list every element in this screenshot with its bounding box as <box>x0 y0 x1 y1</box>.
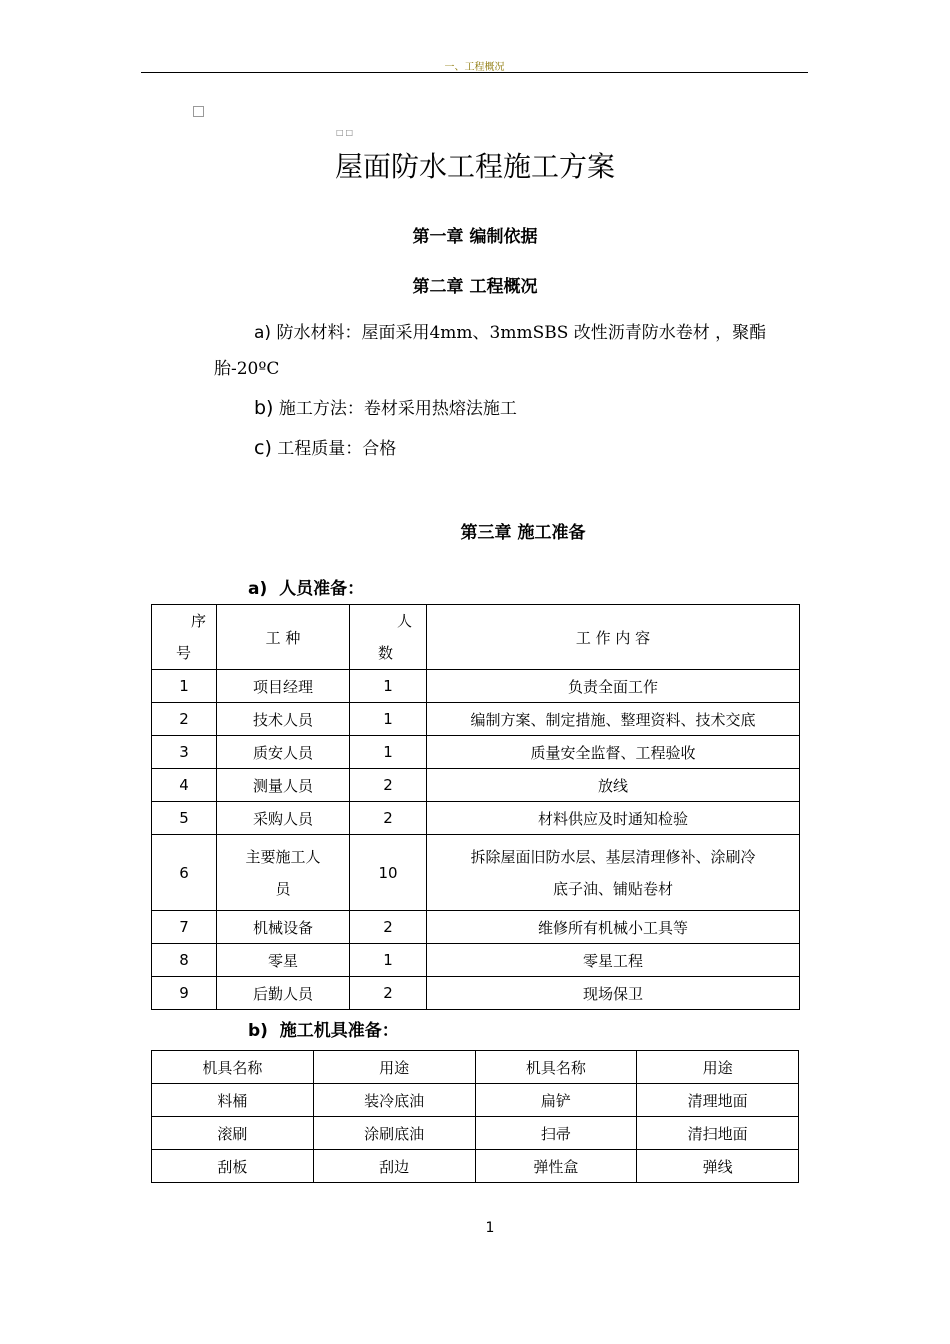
cell-trade: 零星 <box>217 944 350 977</box>
table-row <box>152 703 800 736</box>
section-marker: a) <box>248 579 268 599</box>
header-usage: 用途 <box>637 1051 799 1084</box>
cell-trade-line-2: 员 <box>275 879 291 898</box>
cell-tool-name: 刮板 <box>152 1150 314 1183</box>
overview-item-c <box>254 430 396 467</box>
table-row <box>152 835 800 911</box>
cell-trade: 项目经理 <box>217 670 350 703</box>
header-no-bottom: 号 <box>176 644 192 662</box>
cell-no: 3 <box>152 736 217 769</box>
cell-duty: 材料供应及时通知检验 <box>427 802 800 835</box>
cell-count: 1 <box>350 703 427 736</box>
cell-trade: 后勤人员 <box>217 977 350 1010</box>
cell-count: 2 <box>350 977 427 1010</box>
cell-no: 7 <box>152 911 217 944</box>
header-usage: 用途 <box>313 1051 475 1084</box>
cell-count: 1 <box>350 670 427 703</box>
chapter-2-heading: 第二章 工程概况 <box>412 277 538 297</box>
cell-trade <box>217 835 350 911</box>
table-row <box>152 1150 799 1183</box>
table-row <box>152 1084 799 1117</box>
cell-usage: 清理地面 <box>637 1084 799 1117</box>
header-no <box>152 605 217 670</box>
overview-item-text: 施工方法：卷材采用热熔法施工 <box>278 399 517 419</box>
table-row <box>152 769 800 802</box>
cell-tool-name: 滚刷 <box>152 1117 314 1150</box>
cell-no: 5 <box>152 802 217 835</box>
header-trade: 工 种 <box>217 605 350 670</box>
overview-item-text: 防水材料：屋面采用4mm、3mmSBS 改性沥青防水卷材 ，聚酯 <box>276 323 767 343</box>
cell-trade: 机械设备 <box>217 911 350 944</box>
cell-duty: 负责全面工作 <box>427 670 800 703</box>
cell-trade: 采购人员 <box>217 802 350 835</box>
section-label-text: 施工机具准备： <box>279 1021 399 1041</box>
chapter-3-heading: 第三章 施工准备 <box>460 523 586 543</box>
page-number: 1 <box>485 1220 495 1236</box>
header-tool-name: 机具名称 <box>152 1051 314 1084</box>
anchor-box-icon <box>193 106 204 117</box>
cell-count: 1 <box>350 944 427 977</box>
section-marker: b) <box>248 1021 268 1041</box>
cell-no: 8 <box>152 944 217 977</box>
cell-trade: 测量人员 <box>217 769 350 802</box>
running-header: 一、工程概况 <box>444 62 505 73</box>
cell-count: 2 <box>350 769 427 802</box>
overview-item-b <box>254 390 517 427</box>
cell-trade: 技术人员 <box>217 703 350 736</box>
cell-duty: 零星工程 <box>427 944 800 977</box>
overview-item-a-continuation: 胎-20ºC <box>214 359 280 379</box>
cell-usage: 刮边 <box>313 1150 475 1183</box>
cell-no: 1 <box>152 670 217 703</box>
cell-count: 2 <box>350 802 427 835</box>
overview-item-a <box>254 315 766 351</box>
cell-usage: 装冷底油 <box>313 1084 475 1117</box>
title-marks: □□ <box>336 128 356 137</box>
cell-duty <box>427 835 800 911</box>
header-count-top: 人 <box>396 612 412 630</box>
cell-count: 2 <box>350 911 427 944</box>
table-row <box>152 670 800 703</box>
cell-duty: 放线 <box>427 769 800 802</box>
cell-no: 6 <box>152 835 217 911</box>
chapter-1-heading: 第一章 编制依据 <box>412 227 538 247</box>
tools-section-label <box>248 1016 399 1041</box>
header-tool-name: 机具名称 <box>475 1051 637 1084</box>
cell-trade: 质安人员 <box>217 736 350 769</box>
header-no-top: 序 <box>190 612 206 630</box>
cell-tool-name: 扫帚 <box>475 1117 637 1150</box>
header-count-bottom: 数 <box>378 644 394 662</box>
cell-duty: 维修所有机械小工具等 <box>427 911 800 944</box>
table-row <box>152 944 800 977</box>
cell-no: 4 <box>152 769 217 802</box>
table-row <box>152 802 800 835</box>
cell-duty-line-2: 底子油、铺贴卷材 <box>552 879 673 898</box>
document-title: 屋面防水工程施工方案 <box>334 150 615 183</box>
list-marker: c) <box>254 437 272 459</box>
header-count <box>350 605 427 670</box>
cell-no: 9 <box>152 977 217 1010</box>
table-row <box>152 977 800 1010</box>
tools-table <box>151 1050 799 1183</box>
staff-table <box>151 604 800 1010</box>
cell-no: 2 <box>152 703 217 736</box>
section-label-text: 人员准备： <box>279 579 365 599</box>
cell-duty: 现场保卫 <box>427 977 800 1010</box>
list-marker: b) <box>254 397 274 419</box>
cell-duty: 质量安全监督、工程验收 <box>427 736 800 769</box>
table-header-row <box>152 605 800 670</box>
cell-duty: 编制方案、制定措施、整理资料、技术交底 <box>427 703 800 736</box>
cell-count: 10 <box>350 835 427 911</box>
list-marker: a) <box>254 323 272 343</box>
cell-trade-line-1: 主要施工人 <box>245 847 321 866</box>
cell-usage: 涂刷底油 <box>313 1117 475 1150</box>
table-row <box>152 911 800 944</box>
cell-duty-line-1: 拆除屋面旧防水层、基层清理修补、涂刷冷 <box>470 847 756 866</box>
table-row <box>152 1117 799 1150</box>
cell-tool-name: 扁铲 <box>475 1084 637 1117</box>
header-duty: 工 作 内 容 <box>427 605 800 670</box>
cell-tool-name: 料桶 <box>152 1084 314 1117</box>
overview-item-text: 工程质量：合格 <box>277 439 397 459</box>
cell-usage: 清扫地面 <box>637 1117 799 1150</box>
staff-section-label <box>248 574 364 599</box>
cell-count: 1 <box>350 736 427 769</box>
table-header-row <box>152 1051 799 1084</box>
header-rule <box>141 72 808 73</box>
cell-usage: 弹线 <box>637 1150 799 1183</box>
cell-tool-name: 弹性盒 <box>475 1150 637 1183</box>
table-row <box>152 736 800 769</box>
